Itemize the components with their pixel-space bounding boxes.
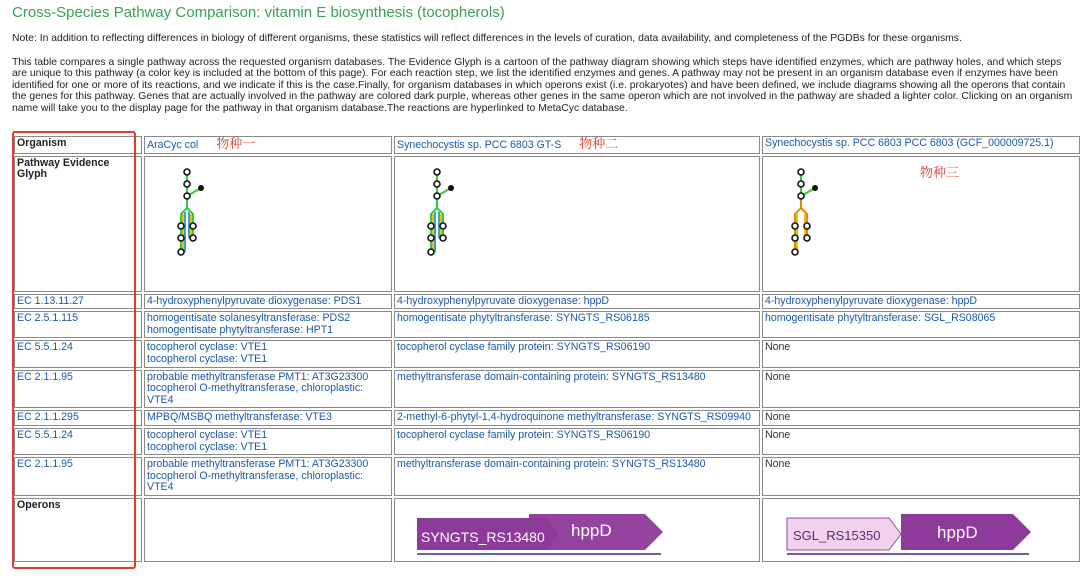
organism-annotation-1: 物种一 [216, 136, 256, 151]
operon-diagram[interactable] [417, 512, 677, 560]
reaction-row [14, 370, 1080, 409]
evidence-glyph-icon[interactable] [423, 162, 483, 267]
enzyme-cell [144, 340, 392, 367]
enzyme-none-text: None [765, 370, 791, 383]
ec-number-link[interactable]: EC 2.1.1.95 [14, 370, 142, 409]
enzyme-cell [394, 340, 760, 367]
enzyme-link[interactable]: 4-hydroxyphenylpyruvate dioxygenase: PDS1 [147, 294, 362, 307]
enzyme-cell [762, 410, 1080, 426]
enzyme-none-text: None [765, 411, 791, 424]
operon-cell-2 [394, 498, 760, 562]
enzyme-link[interactable]: 4-hydroxyphenylpyruvate dioxygenase: hppD [397, 294, 610, 307]
organism-cell-3 [762, 136, 1080, 154]
comparison-table [12, 134, 1080, 564]
enzyme-cell [394, 428, 760, 455]
ec-number-link[interactable]: EC 5.5.1.24 [14, 340, 142, 367]
page-title: Cross-Species Pathway Comparison: vitamin E biosynthesis (tocopherols) [12, 4, 505, 21]
enzyme-link[interactable]: probable methyltransferase PMT1: AT3G23300 [147, 458, 369, 471]
reaction-row [14, 340, 1080, 367]
enzyme-cell [762, 457, 1080, 496]
enzyme-link[interactable]: tocopherol cyclase: VTE1 [147, 428, 268, 441]
organism-row-label: Organism [14, 136, 142, 154]
enzyme-cell [144, 428, 392, 455]
organism-link-3[interactable]: Synechocystis sp. PCC 6803 PCC 6803 (GCF_000009725.1) [765, 137, 1054, 149]
enzyme-link[interactable]: methyltransferase domain-containing protein: SYNGTS_RS13480 [397, 458, 706, 471]
enzyme-cell [144, 311, 392, 338]
enzyme-cell [394, 311, 760, 338]
evidence-glyph-icon[interactable] [787, 162, 847, 267]
enzyme-none-text: None [765, 341, 791, 354]
page-note: Note: In addition to reflecting differences in biology of different organisms, these statistics will reflect differences in the levels of curation, data availability, and completeness of the PGDBs for these organisms. [12, 33, 962, 44]
enzyme-link[interactable]: homogentisate phytyltransferase: HPT1 [147, 323, 334, 336]
enzyme-link[interactable]: homogentisate solanesyltransferase: PDS2 [147, 312, 351, 325]
enzyme-cell [144, 294, 392, 310]
enzyme-cell [394, 410, 760, 426]
ec-number-link[interactable]: EC 2.5.1.115 [14, 311, 142, 338]
ec-number-link[interactable]: EC 2.1.1.295 [14, 410, 142, 426]
enzyme-cell [394, 457, 760, 496]
organism-cell-2 [394, 136, 760, 154]
enzyme-link[interactable]: tocopherol cyclase: VTE1 [147, 440, 268, 453]
glyph-cell-2 [394, 156, 760, 292]
enzyme-cell [394, 370, 760, 409]
reaction-row [14, 410, 1080, 426]
evidence-glyph-icon[interactable] [173, 162, 233, 267]
enzyme-link[interactable]: tocopherol cyclase family protein: SYNGTS_RS06190 [397, 341, 651, 354]
enzyme-link[interactable]: probable methyltransferase PMT1: AT3G23300 [147, 370, 369, 383]
glyph-cell-1 [144, 156, 392, 292]
reaction-row [14, 428, 1080, 455]
enzyme-link[interactable]: tocopherol cyclase: VTE1 [147, 341, 268, 354]
page-description: This table compares a single pathway across the requested organism databases. The Evidence Glyph is a cartoon of the pathway diagram showing which steps have identified enzymes, which are pathway holes, and which steps are unique to this pathway (a color key is included at the bottom of this page). For each reaction step, we list the identified enzymes and genes. A pathway may not be present in an organism database even if enzymes have been identified for one or more of its reactions, and we indicate if this is the case.Finally, for organism databases in which operons exist (i.e. prokaryotes) and have been defined, we include diagrams showing all the operons that contain the genes for this pathway. Genes that are actually involved in the pathway are colored dark purple, whereas other genes in the same operon which are not involved in the pathway are shaded a lighter color. Clicking on an organism name will take you to the display page for the pathway in that organism database.The reactions are hyperlinked to MetaCyc database. [12, 57, 1073, 114]
operon-diagram[interactable] [785, 512, 1045, 560]
reaction-row [14, 457, 1080, 496]
enzyme-cell [144, 410, 392, 426]
enzyme-link[interactable]: homogentisate phytyltransferase: SGL_RS08065 [765, 312, 996, 325]
operon-cell-3 [762, 498, 1080, 562]
reaction-row [14, 294, 1080, 310]
enzyme-none-text: None [765, 458, 791, 471]
organism-annotation-3: 物种三 [920, 165, 960, 180]
reaction-rows [14, 294, 1080, 496]
operons-row-label: Operons [14, 498, 142, 562]
enzyme-link[interactable]: homogentisate phytyltransferase: SYNGTS_RS06185 [397, 312, 650, 325]
enzyme-cell [394, 294, 760, 310]
organism-cell-1 [144, 136, 392, 154]
enzyme-link[interactable]: tocopherol O-methyltransferase, chloroplastic: VTE4 [147, 382, 364, 406]
enzyme-link[interactable]: 4-hydroxyphenylpyruvate dioxygenase: hppD [765, 294, 978, 307]
ec-number-link[interactable]: EC 1.13.11.27 [14, 294, 142, 310]
enzyme-cell [762, 340, 1080, 367]
enzyme-none-text: None [765, 428, 791, 441]
operon-gene-label: hppD [937, 522, 978, 542]
enzyme-link[interactable]: tocopherol O-methyltransferase, chloroplastic: VTE4 [147, 469, 364, 494]
enzyme-cell [144, 370, 392, 409]
operon-gene-label: SGL_RS15350 [793, 527, 881, 543]
operon-gene-label: hppD [571, 520, 612, 540]
glyph-row-label: Pathway Evidence Glyph [14, 156, 142, 292]
operon-cell-1 [144, 498, 392, 562]
enzyme-cell [762, 311, 1080, 338]
organism-row [14, 136, 1080, 154]
enzyme-cell [762, 294, 1080, 310]
enzyme-cell [762, 428, 1080, 455]
organism-annotation-2: 物种二 [579, 136, 619, 151]
enzyme-cell [762, 370, 1080, 409]
enzyme-cell [144, 457, 392, 496]
enzyme-link[interactable]: tocopherol cyclase family protein: SYNGTS_RS06190 [397, 428, 651, 441]
organism-link-1[interactable]: AraCyc col [147, 139, 199, 151]
operons-row [14, 498, 1080, 562]
enzyme-link[interactable]: MPBQ/MSBQ methyltransferase: VTE3 [147, 411, 332, 424]
enzyme-link[interactable]: tocopherol cyclase: VTE1 [147, 352, 268, 365]
reaction-row [14, 311, 1080, 338]
operon-gene-label: SYNGTS_RS13480 [421, 528, 545, 545]
enzyme-link[interactable]: 2-methyl-6-phytyl-1,4-hydroquinone methyltransferase: SYNGTS_RS09940 [397, 411, 751, 424]
ec-number-link[interactable]: EC 2.1.1.95 [14, 457, 142, 496]
ec-number-link[interactable]: EC 5.5.1.24 [14, 428, 142, 455]
organism-link-2[interactable]: Synechocystis sp. PCC 6803 GT-S [397, 139, 562, 151]
enzyme-link[interactable]: methyltransferase domain-containing protein: SYNGTS_RS13480 [397, 370, 706, 383]
